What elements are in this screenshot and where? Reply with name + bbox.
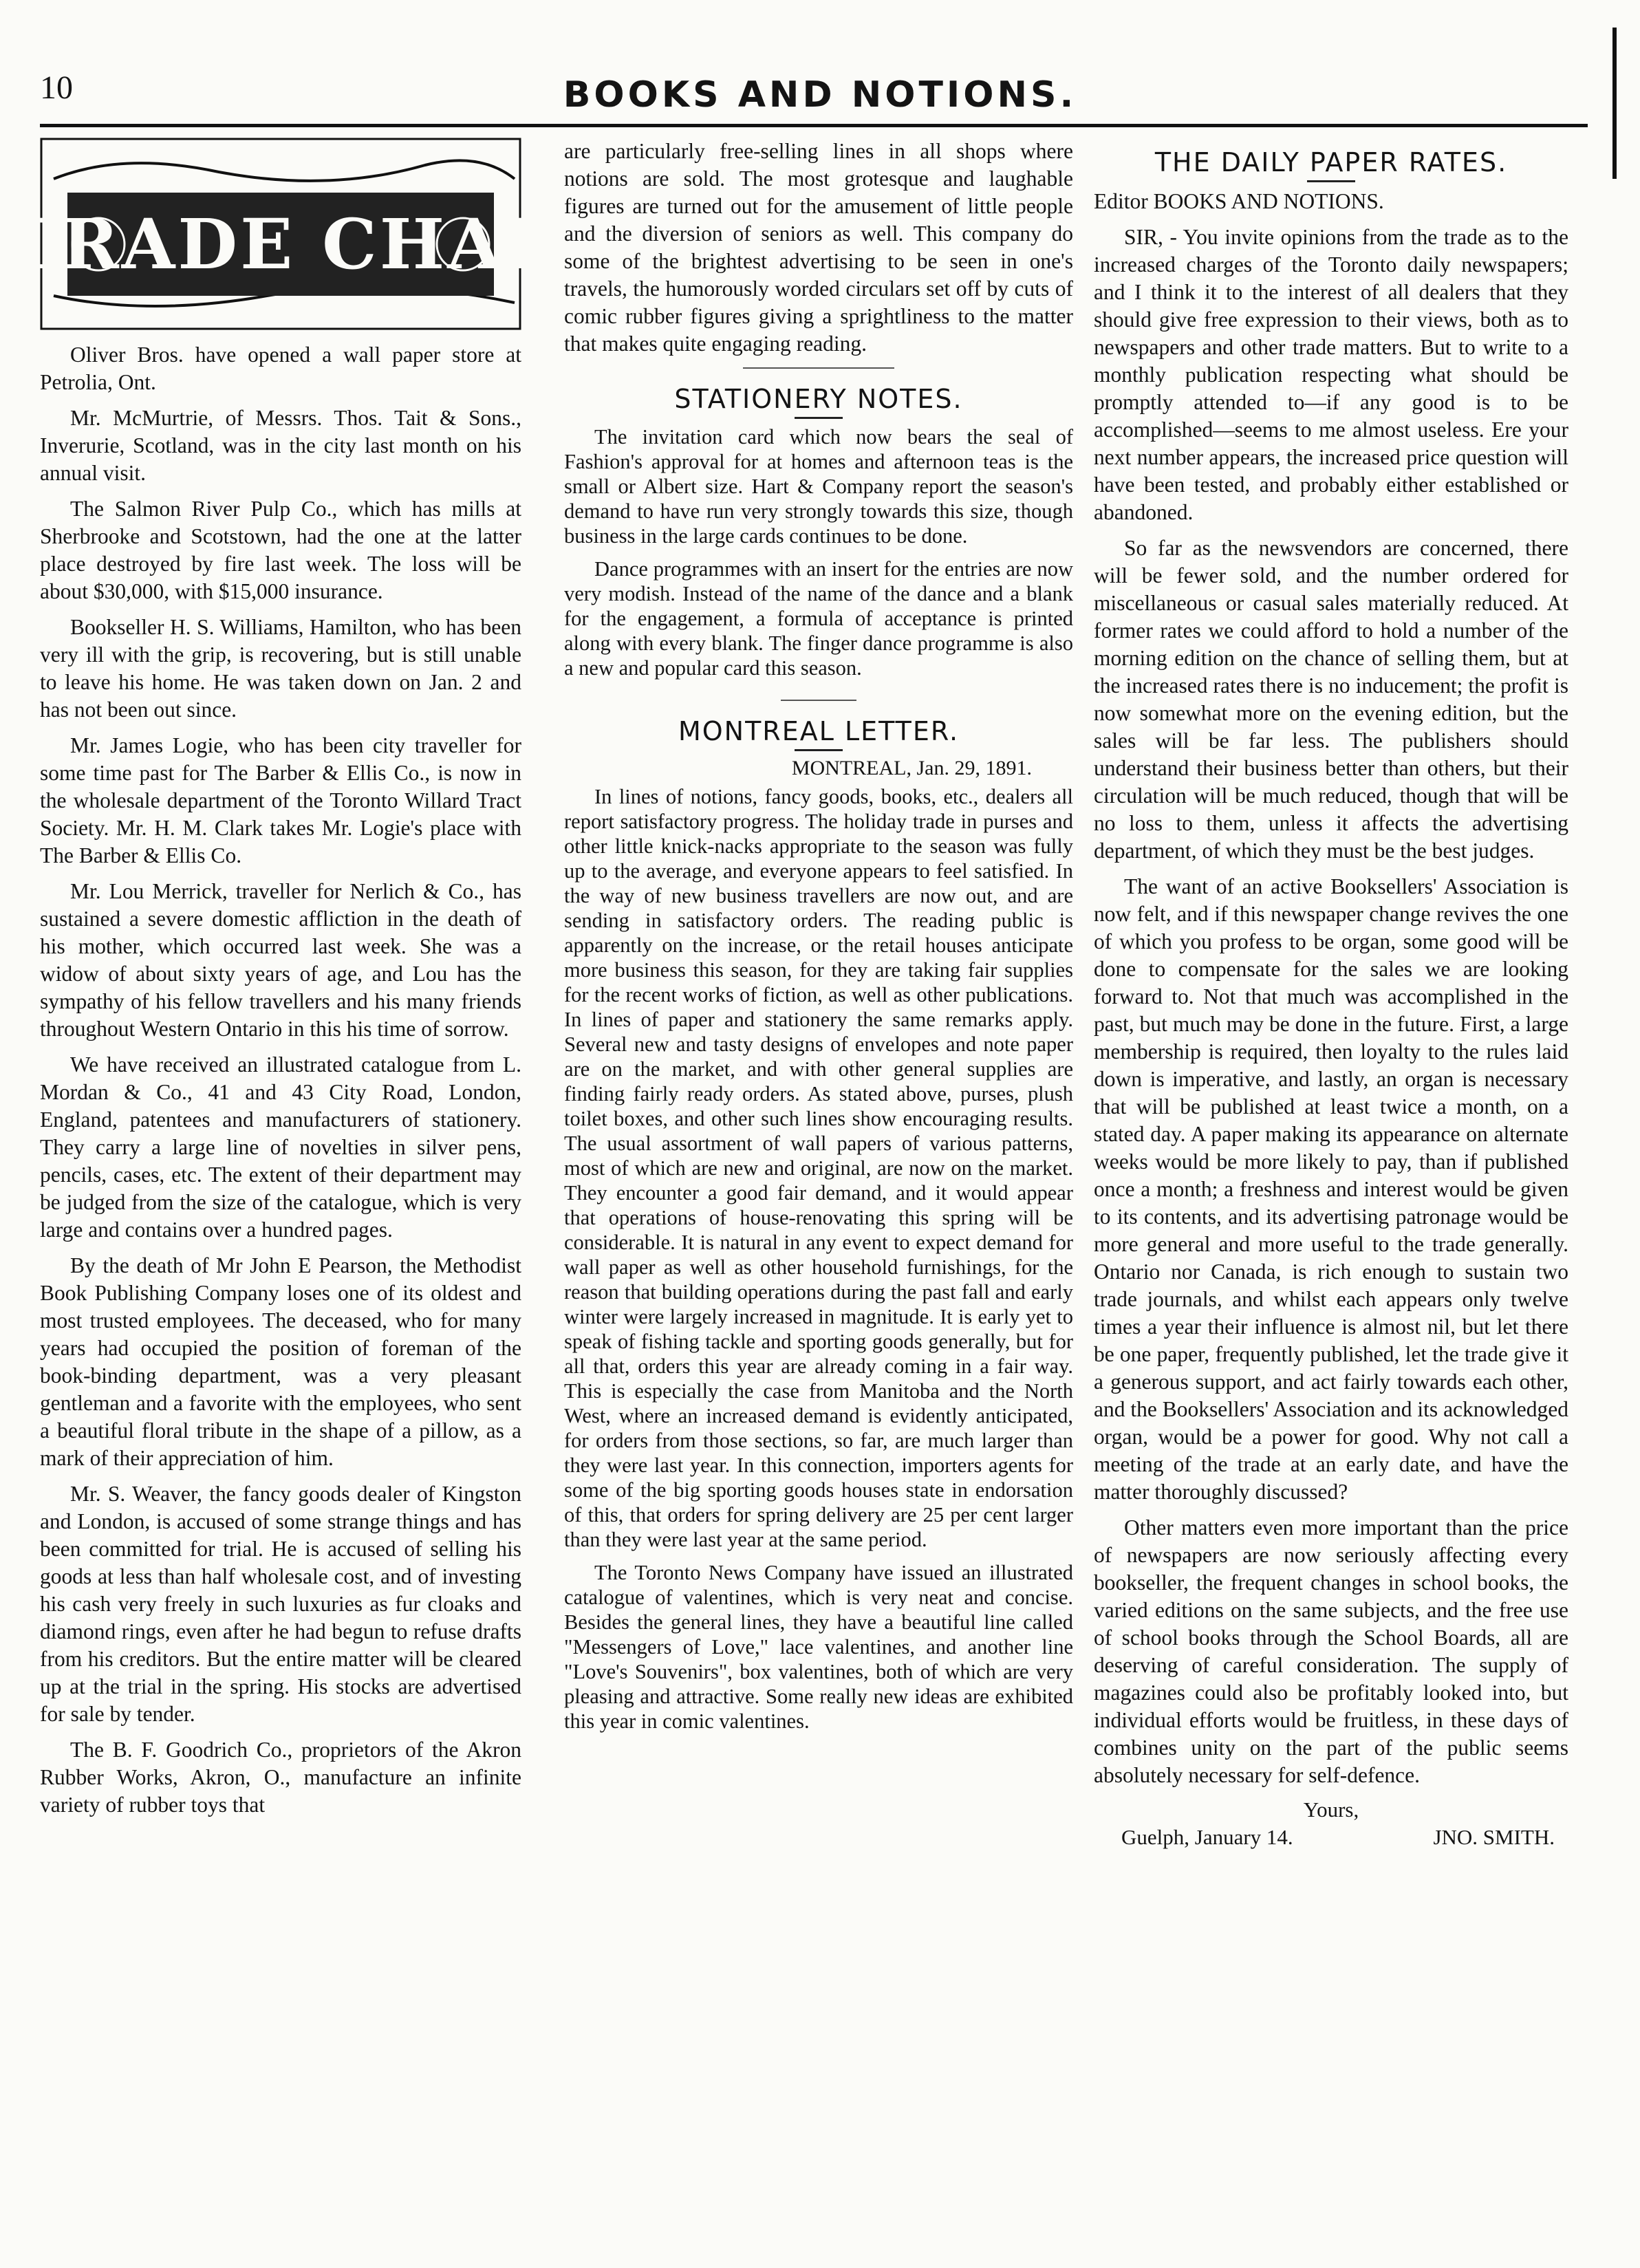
stationery-paragraphs: [564, 424, 1073, 680]
daily-paper-rates-paragraphs: [1094, 224, 1568, 1789]
paragraph: The want of an active Booksellers' Association is now felt, and if this newspaper change revives the one of which you profess to be organ, some good will be done to compensate for the sales we are looking forward to. Not that much was accomplished in the past, but much may be done in the future. First, a large membership is required, then loyalty to the rules laid down is imperative, and lastly, an organ is necessary that will be published at least twice a month, on a stated day. A paper making its appearance on alternate weeks would be more likely to pay, than if published once a month; a freshness and interest would be given to its contents, and its advertising patronage would be more general and more useful to the trade generally. Ontario nor Canada, is rich enough to sustain two trade journals, and whilst each appears only twelve times a year their influence is almost nil, but let there be one paper, frequently published, let the trade give it a generous support, and act fairly towards each other, and the Booksellers' Association and its acknowledged organ, would be a power for good. Why not call a meeting of the trade at an early date, and have the matter thoroughly discussed?: [1094, 874, 1568, 1504]
title-rule: [795, 417, 843, 419]
column-trade-chat: [8, 138, 554, 1827]
stationery-notes-title: STATIONERY NOTES.: [674, 384, 963, 414]
paragraph: Mr. S. Weaver, the fancy goods dealer of Kingston and London, is accused of some strange things and has been committed for trial. He is accused of selling his goods at less than half wholesale cost, and of investing his cash very freely in such luxuries as fur cloaks and diamond rings, even after he had begun to refuse drafts from his creditors. But the entire matter will be cleared up at the trial in the spring. His stocks are advertised for sale by tender.: [40, 1482, 521, 1726]
column-notes: [564, 138, 1073, 1742]
continued-paragraph: are particularly free-selling lines in all shops where notions are sold. The most grotesque and laughable figures are turned out for the amusement of little people and the diversion of seniors as well. This company do some of the brightest advertising to be seen in one's travels, the humorously worded circulars set off by cuts of comic rubber figures giving a sprightliness to the matter that makes quite engaging reading.: [564, 139, 1073, 356]
signature: JNO. SMITH.: [1433, 1825, 1555, 1849]
paragraph: Oliver Bros. have opened a wall paper store at Petrolia, Ont.: [40, 343, 521, 394]
running-title: BOOKS AND NOTIONS.: [563, 74, 1077, 116]
paragraph: Mr. James Logie, who has been city traveller for some time past for The Barber & Ellis Co., is now in the wholesale department of the Toronto Willard Tract Society. Mr. H. M. Clark takes Mr. Logie's place with The Barber & Ellis Co.: [40, 733, 521, 867]
title-rule: [1307, 180, 1355, 182]
page-number: 10: [40, 69, 73, 106]
place-date: Guelph, January 14.: [1121, 1825, 1293, 1849]
signature-line: [1094, 1825, 1568, 1850]
paragraph: The Salmon River Pulp Co., which has mills at Sherbrooke and Scotstown, had the one at the latter place destroyed by fire last week. The loss will be about $30,000, with $15,000 insurance.: [40, 497, 521, 603]
paragraph: Bookseller H. S. Williams, Hamilton, who has been very ill with the grip, is recovering, but is still unable to leave his home. He was taken down on Jan. 2 and has not been out since.: [40, 615, 521, 722]
closing: Yours,: [1303, 1797, 1359, 1822]
paragraph: In lines of notions, fancy goods, books, etc., dealers all report satisfactory progress. The holiday trade in purses and other little knick-nacks appropriate to the season was fully up to the average, and everyone appears to feel satisfied. In the way of new business travellers are now out, and are sending in satisfactory orders. The reading public is apparently on the increase, or the retail houses anticipate more business this season, for they are taking fair supplies for the recent works of fiction, as well as other publications. In lines of paper and stationery the same remarks apply. Several new and tasty designs of envelopes and note paper are on the market, and with other general supplies are finding fairly ready orders. As stated above, purses, plush toilet boxes, and other such lines show encouraging results. The usual assortment of wall papers of various patterns, most of which are new and original, are now on the market. They encounter a good fair demand, and it would appear that operations of house-renovating this spring will be considerable. It is natural in any event to expect demand for wall paper as well as other household furnishings, for the reason that building operations during the past fall and early winter were largely increased in magnitude. It is early yet to speak of fishing tackle and sporting goods generally, but for all that, orders this year are already coming in a fair way. This is especially the case from Manitoba and the North West, where an increased demand is evidently anticipated, for orders from those sections, so far, are much larger than they were last year. In this connection, importers agents for some of the big sporting goods houses state in endorsation of this, that orders for spring delivery are 25 per cent larger than they were last year at the same period.: [564, 785, 1073, 1551]
trade-chat-paragraphs: [40, 341, 521, 1819]
paragraph: The Toronto News Company have issued an illustrated catalogue of valentines, which is very neat and concise. Besides the general lines, they have a beautiful line called "Messengers of Love," lace valentines, and another line "Love's Souvenirs", box valentines, both of which are very pleasing and attractive. Some really new ideas are exhibited this year in comic valentines.: [564, 1561, 1073, 1733]
title-rule: [795, 749, 843, 751]
paragraph: The B. F. Goodrich Co., proprietors of the Akron Rubber Works, Akron, O., manufacture an infinite variety of rubber toys that: [40, 1738, 521, 1817]
column-daily-paper-rates: [1094, 138, 1568, 1850]
section-separator: [781, 700, 856, 701]
paragraph: Mr. McMurtrie, of Messrs. Thos. Tait & Sons., Inverurie, Scotland, was in the city last month on his annual visit.: [40, 406, 521, 485]
trade-chat-banner: [8, 138, 554, 330]
paragraph: By the death of Mr John E Pearson, the Methodist Book Publishing Company loses one of its oldest and most trusted employees. The deceased, who for many years had occupied the position of foreman of the book-binding department, was a very pleasant gentleman and a favorite with the employees, who sent a beautiful floral tribute in the shape of a pillow, as a mark of their appreciation of him.: [40, 1253, 521, 1470]
paragraph: Other matters even more important than the price of newspapers are now seriously affecting every bookseller, the frequent changes in school books, the varied editions on the same subjects, and the free use of school books through the School Boards, all are deserving of careful consideration. The supply of magazines could also be profitably looked into, but individual efforts would be fruitless, in these days of combines unity on the part of the public seems absolutely necessary for self-defence.: [1094, 1515, 1568, 1787]
montreal-letter-title: MONTREAL LETTER.: [678, 716, 960, 746]
paragraph: Dance programmes with an insert for the entries are now very modish. Instead of the name of the dance and a blank for the engagement, a formula of acceptance is printed along with every blank. The finger dance programme is also a new and popular card this season.: [564, 557, 1073, 680]
montreal-dateline: MONTREAL, Jan. 29, 1891.: [791, 757, 1032, 779]
margin-mark: [1612, 28, 1617, 179]
montreal-paragraphs: [564, 784, 1073, 1734]
paragraph: The invitation card which now bears the seal of Fashion's approval for at homes and afternoon teas is the small or Albert size. Hart & Company report the season's demand to have run very strongly towards this size, though business in the large cards continues to be done.: [564, 425, 1073, 548]
daily-paper-rates-title: THE DAILY PAPER RATES.: [1154, 147, 1508, 177]
paragraph: So far as the newsvendors are concerned, there will be fewer sold, and the number ordered for miscellaneous or casual sales materially reduced. At former rates we could afford to hold a number of the morning edition on the chance of selling them, but at the increased rates there is no inducement; the profit is now somewhat more on the evening edition, but the sales will be far less. The publishers should understand their business better than others, but their circulation will be much reduced, though that will be no loss to them, unless it affects the advertising department, of which they must be the best judges.: [1094, 536, 1568, 863]
paragraph: Mr. Lou Merrick, traveller for Nerlich & Co., has sustained a severe domestic affliction in the death of his mother, which occurred last week. She was a widow of about sixty years of age, and Lou has the sympathy of his fellow travellers and his many friends throughout Western Ontario in this his time of sorrow.: [40, 879, 521, 1041]
header-rule: [40, 124, 1588, 127]
paragraph: We have received an illustrated catalogue from L. Mordan & Co., 41 and 43 City Road, London, England, patentees and manufacturers of stationery. They carry a large line of novelties in silver pens, pencils, cases, etc. The extent of their department may be judged from the size of the catalogue, which is very large and contains over a hundred pages.: [40, 1052, 521, 1242]
banner-text: TRADE CHAT: [8, 204, 554, 285]
paragraph: SIR, - You invite opinions from the trade as to the increased charges of the Toronto daily newspapers; and I think it to the interest of all dealers that they should give free expression to their views, both as to newspapers and other trade matters. But to write to a monthly publication respecting what should be promptly attended to—if any good is to be accomplished—seems to me almost useless. Ere your next number appears, the increased price question will have been tested, and probably either established or abandoned.: [1094, 225, 1568, 524]
section-separator: [743, 367, 894, 369]
salutation: Editor BOOKS AND NOTIONS.: [1094, 189, 1384, 213]
